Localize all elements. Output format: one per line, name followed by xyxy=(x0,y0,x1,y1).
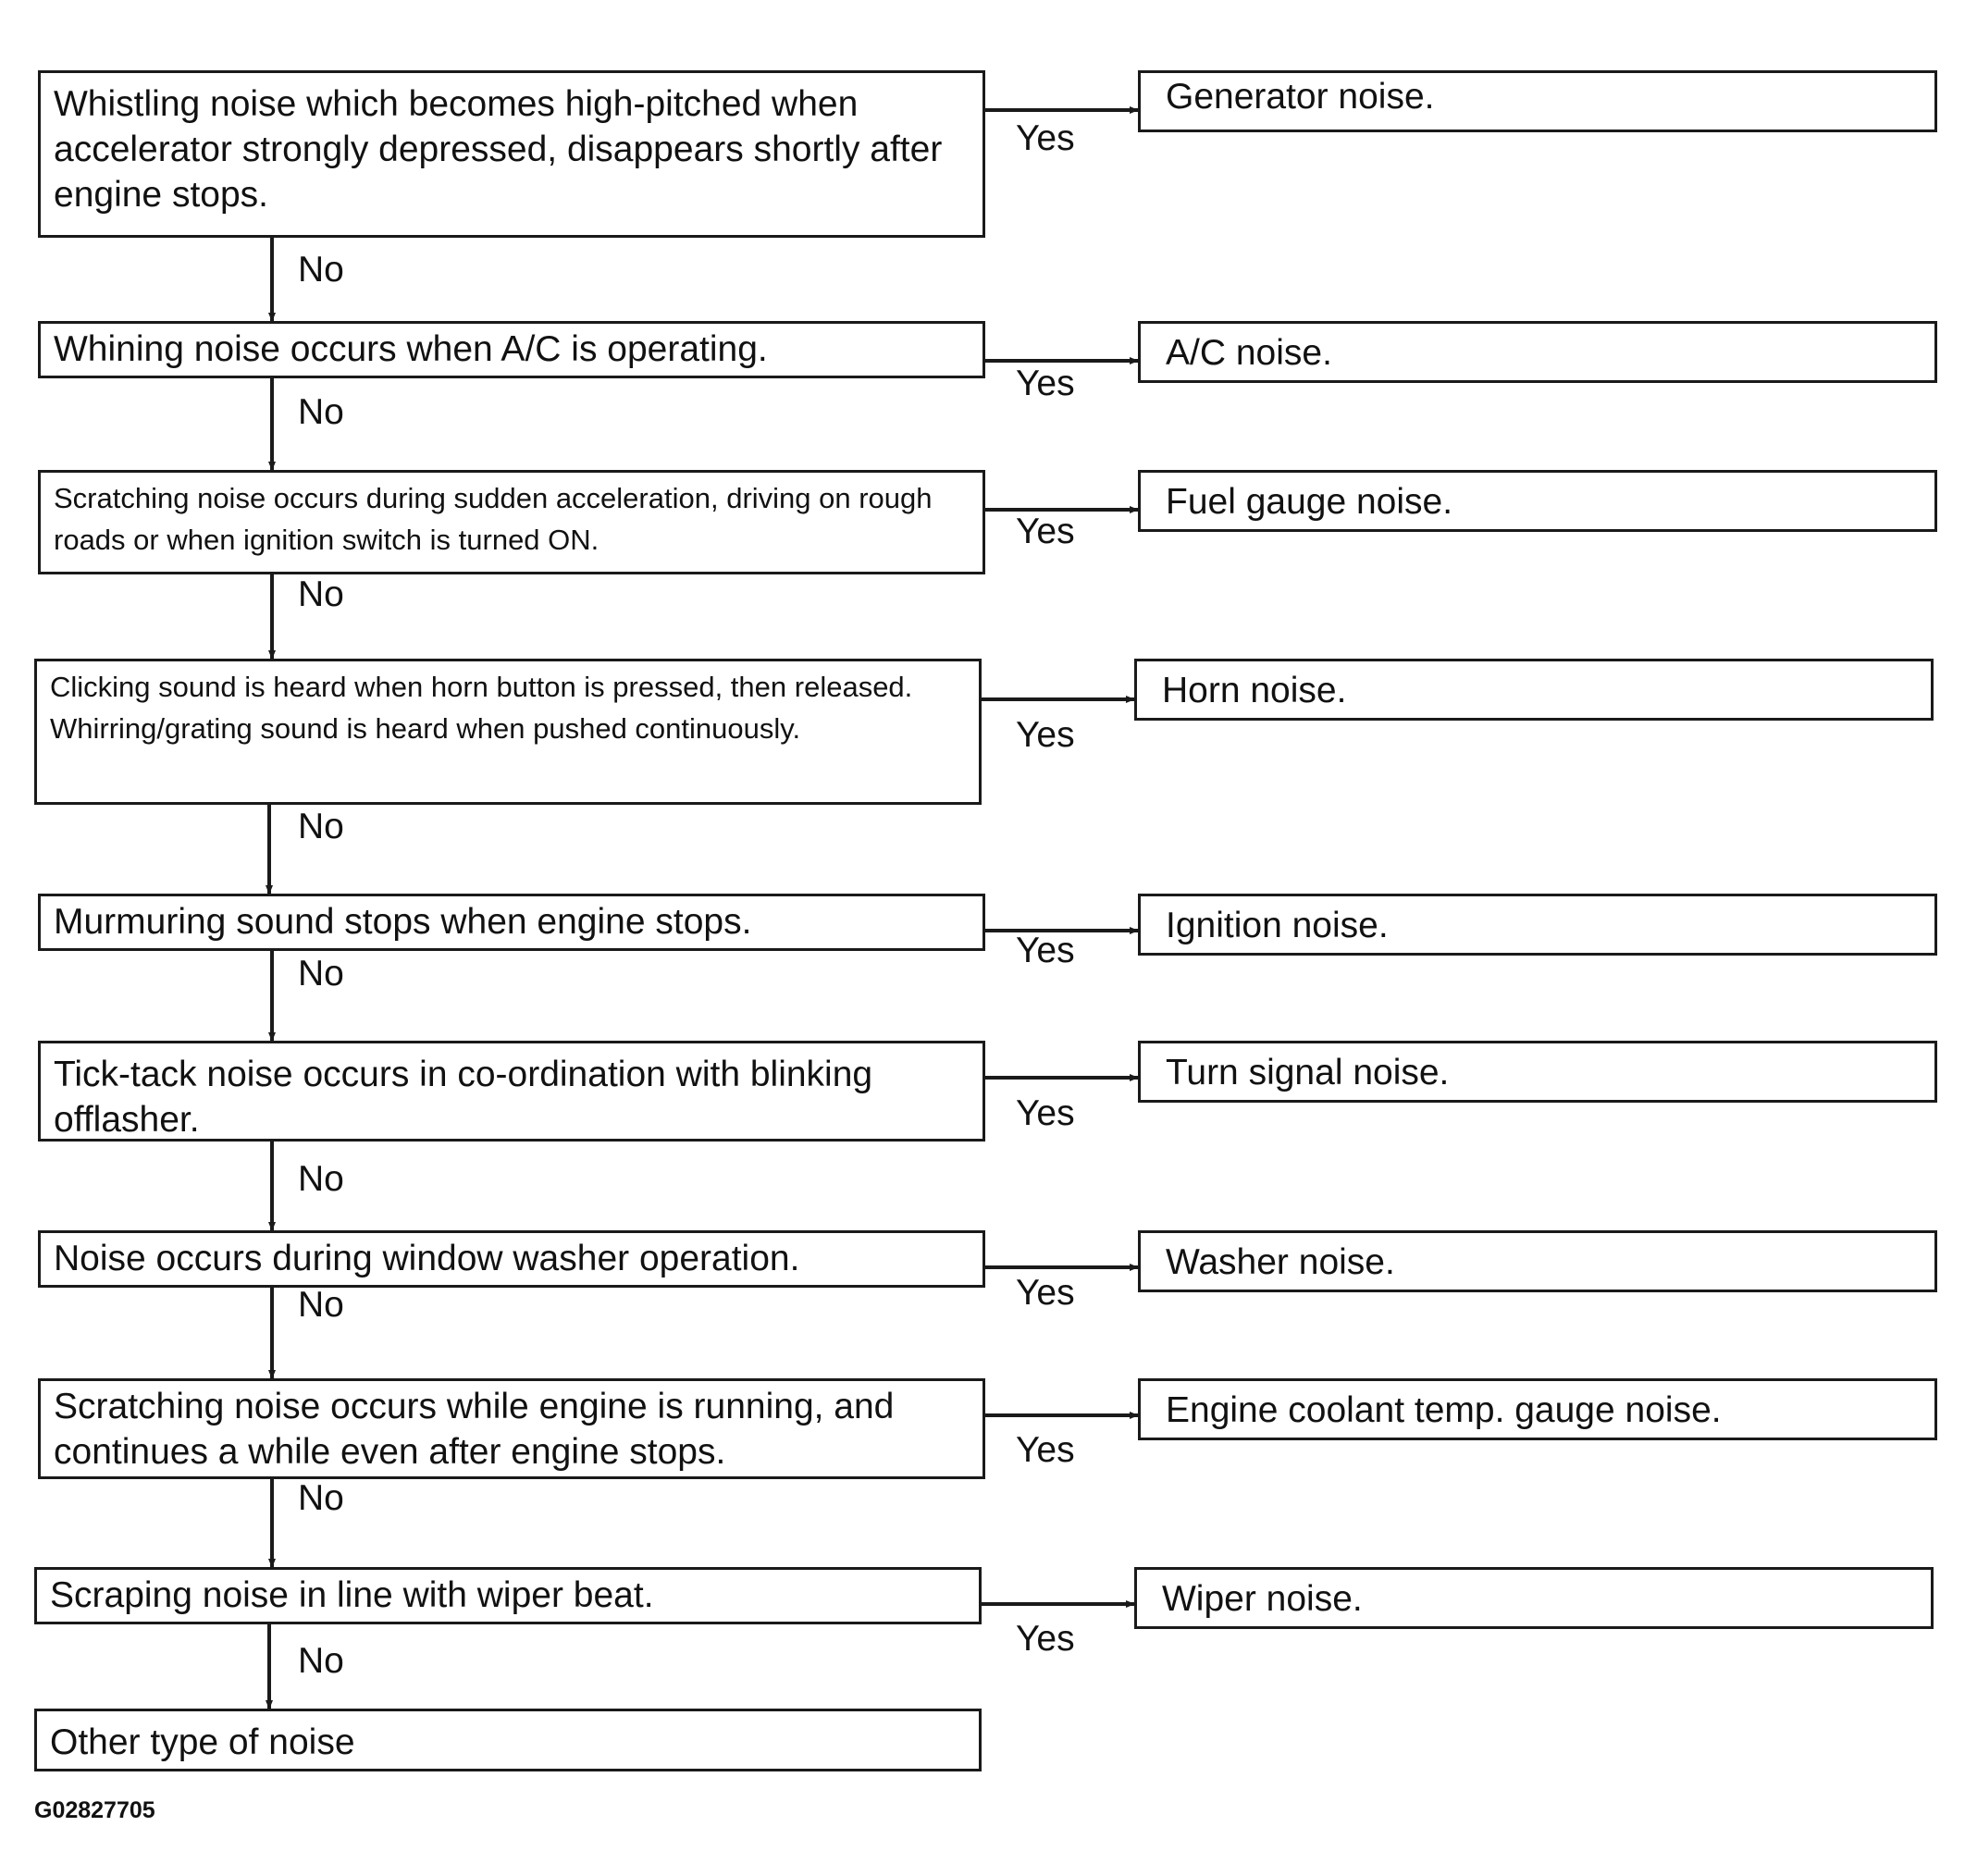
answer-box-6 xyxy=(1138,1041,1937,1103)
no-label-9: No xyxy=(298,1641,344,1681)
no-label-5: No xyxy=(298,954,344,994)
question-text-6: Tick-tack noise occurs in co-ordination with blinking offlasher. xyxy=(54,1055,873,1140)
answer-text-6: Turn signal noise. xyxy=(1166,1053,1450,1092)
answer-text-8: Engine coolant temp. gauge noise. xyxy=(1166,1390,1722,1430)
question-text-9: Scraping noise in line with wiper beat. xyxy=(50,1575,654,1615)
yes-label-9: Yes xyxy=(1016,1619,1075,1659)
question-box-2 xyxy=(38,321,985,378)
no-label-3: No xyxy=(298,574,344,614)
question-text-2: Whining noise occurs when A/C is operating. xyxy=(54,329,768,369)
question-box-3 xyxy=(38,470,985,574)
question-box-1 xyxy=(38,70,985,238)
answer-box-3 xyxy=(1138,470,1937,532)
yes-label-1: Yes xyxy=(1016,118,1075,158)
answer-text-1: Generator noise. xyxy=(1166,77,1435,117)
question-text-4: Clicking sound is heard when horn button is pressed, then released. Whirring/grating sound is heard when pushed continuously. xyxy=(50,671,913,745)
answer-box-2 xyxy=(1138,321,1937,383)
question-text-8: Scratching noise occurs while engine is running, and continues a while even after engine stops. xyxy=(54,1387,895,1472)
answer-text-9: Wiper noise. xyxy=(1162,1579,1363,1619)
answer-box-9 xyxy=(1134,1567,1934,1629)
answer-text-7: Washer noise. xyxy=(1166,1242,1395,1282)
answer-box-5 xyxy=(1138,894,1937,956)
yes-label-3: Yes xyxy=(1016,512,1075,551)
question-text-7: Noise occurs during window washer operation. xyxy=(54,1239,800,1278)
yes-label-7: Yes xyxy=(1016,1273,1075,1313)
no-label-4: No xyxy=(298,807,344,846)
answer-text-2: A/C noise. xyxy=(1166,333,1332,373)
answer-box-4 xyxy=(1134,659,1934,721)
no-label-8: No xyxy=(298,1478,344,1518)
yes-label-5: Yes xyxy=(1016,931,1075,970)
figure-id: G02827705 xyxy=(34,1797,155,1823)
question-box-9 xyxy=(34,1567,982,1624)
answer-box-7 xyxy=(1138,1230,1937,1292)
yes-label-6: Yes xyxy=(1016,1093,1075,1133)
question-box-4 xyxy=(34,659,982,805)
final-text: Other type of noise xyxy=(50,1722,355,1762)
yes-label-4: Yes xyxy=(1016,715,1075,755)
no-label-7: No xyxy=(298,1285,344,1325)
question-box-7 xyxy=(38,1230,985,1288)
question-text-5: Murmuring sound stops when engine stops. xyxy=(54,902,752,942)
no-label-6: No xyxy=(298,1159,344,1199)
yes-label-8: Yes xyxy=(1016,1430,1075,1470)
answer-text-3: Fuel gauge noise. xyxy=(1166,482,1453,522)
answer-text-4: Horn noise. xyxy=(1162,671,1347,710)
question-text-3: Scratching noise occurs during sudden acceleration, driving on rough roads or when ignition switch is turned ON. xyxy=(54,482,933,556)
answer-box-8 xyxy=(1138,1378,1937,1440)
answer-box-1 xyxy=(1138,70,1937,132)
answer-text-5: Ignition noise. xyxy=(1166,906,1389,945)
question-text-1: Whistling noise which becomes high-pitched when accelerator strongly depressed, disappears shortly after engine stops. xyxy=(54,84,943,215)
question-box-6 xyxy=(38,1041,985,1142)
yes-label-2: Yes xyxy=(1016,364,1075,403)
question-box-5 xyxy=(38,894,985,951)
no-label-2: No xyxy=(298,392,344,432)
final-box xyxy=(34,1709,982,1771)
no-label-1: No xyxy=(298,250,344,290)
question-box-8 xyxy=(38,1378,985,1479)
